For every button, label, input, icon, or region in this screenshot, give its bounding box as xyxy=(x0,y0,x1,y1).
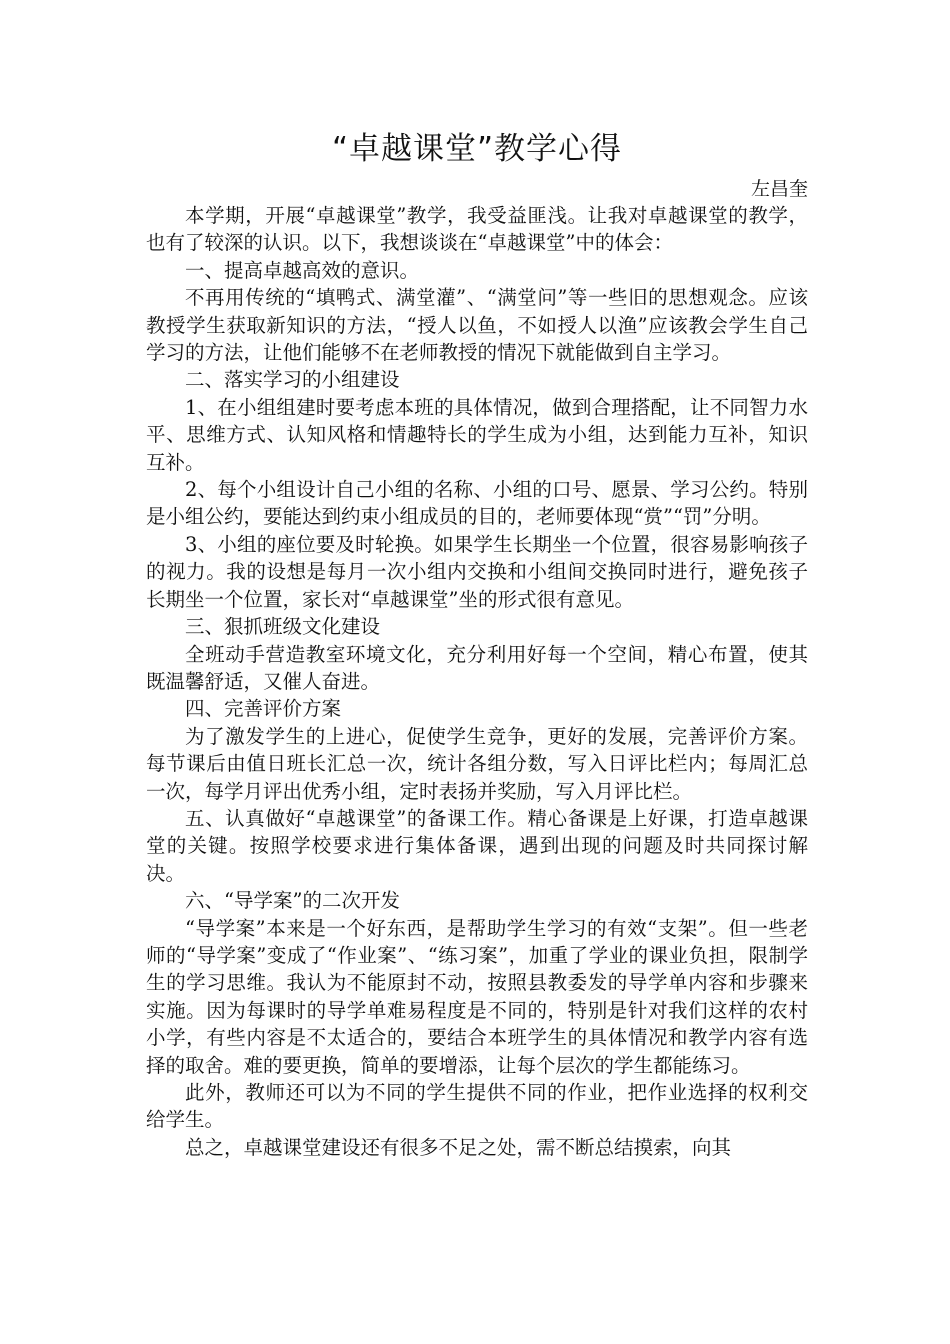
section-6-paragraph: “导学案”本来是一个好东西，是帮助学生学习的有效“支架”。但一些老师的“导学案”变成了“作业案”、“练习案”，加重了学业的课业负担，限制学生的学习思维。我认为不能原封不动，按照县教委发的导学单内容和步骤来实施。因为每课时的导学单难易程度是不同的，特别是针对我们这样的农村小学，有些内容是不太适合的，要结合本班学生的具体情况和教学内容有选择的取舍。难的要更换，简单的要增添，让每个层次的学生都能练习。 xyxy=(146,916,808,1077)
intro-paragraph: 本学期，开展“卓越课堂”教学，我受益匪浅。让我对卓越课堂的教学，也有了较深的认识。以下，我想谈谈在“卓越课堂”中的体会： xyxy=(146,204,808,255)
section-heading-4: 四、完善评价方案 xyxy=(185,697,342,721)
section-1-paragraph: 不再用传统的“填鸭式、满堂灌”、“满堂问”等一些旧的思想观念。应该教授学生获取新知识的方法，“授人以鱼，不如授人以渔”应该教会学生自己学习的方法，让他们能够不在老师教授的情况下就能做到自主学习。 xyxy=(146,286,808,365)
additional-paragraph: 此外，教师还可以为不同的学生提供不同的作业，把作业选择的权利交给学生。 xyxy=(146,1081,808,1132)
author-name: 左昌奎 xyxy=(750,178,808,200)
section-heading-6: 六、“导学案”的二次开发 xyxy=(185,889,400,913)
document-page xyxy=(146,126,808,1161)
section-3-paragraph: 全班动手营造教室环境文化，充分利用好每一个空间，精心布置，使其既温馨舒适，又催人奋进。 xyxy=(146,642,808,693)
conclusion-paragraph: 总之，卓越课堂建设还有很多不足之处，需不断总结摸索，向其 xyxy=(185,1135,732,1159)
section-2-item-1: 1、在小组组建时要考虑本班的具体情况，做到合理搭配，让不同智力水平、思维方式、认知风格和情趣特长的学生成为小组，达到能力互补，知识互补。 xyxy=(146,395,808,474)
section-2-item-2: 2、每个小组设计自己小组的名称、小组的口号、愿景、学习公约。特别是小组公约，要能达到约束小组成员的目的，老师要体现“赏”“罚”分明。 xyxy=(146,478,808,529)
section-heading-1: 一、提高卓越高效的意识。 xyxy=(185,258,420,282)
section-4-paragraph: 为了激发学生的上进心，促使学生竞争，更好的发展，完善评价方案。每节课后由值日班长汇总一次，统计各组分数，写入日评比栏内；每周汇总一次，每学月评出优秀小组，定时表扬并奖励，写入月评比栏。 xyxy=(146,724,808,803)
section-heading-3: 三、狠抓班级文化建设 xyxy=(185,615,381,639)
document-title: “卓越课堂”教学心得 xyxy=(331,131,623,167)
section-5-paragraph: 五、认真做好“卓越课堂”的备课工作。精心备课是上好课，打造卓越课堂的关键。按照学校要求进行集体备课，遇到出现的问题及时共同探讨解决。 xyxy=(146,806,808,885)
section-2-item-3: 3、小组的座位要及时轮换。如果学生长期坐一个位置，很容易影响孩子的视力。我的设想是每月一次小组内交换和小组间交换同时进行，避免孩子长期坐一个位置，家长对“卓越课堂”坐的形式很有意见。 xyxy=(146,532,808,611)
section-heading-2: 二、落实学习的小组建设 xyxy=(185,368,400,392)
document-body xyxy=(146,202,808,1161)
